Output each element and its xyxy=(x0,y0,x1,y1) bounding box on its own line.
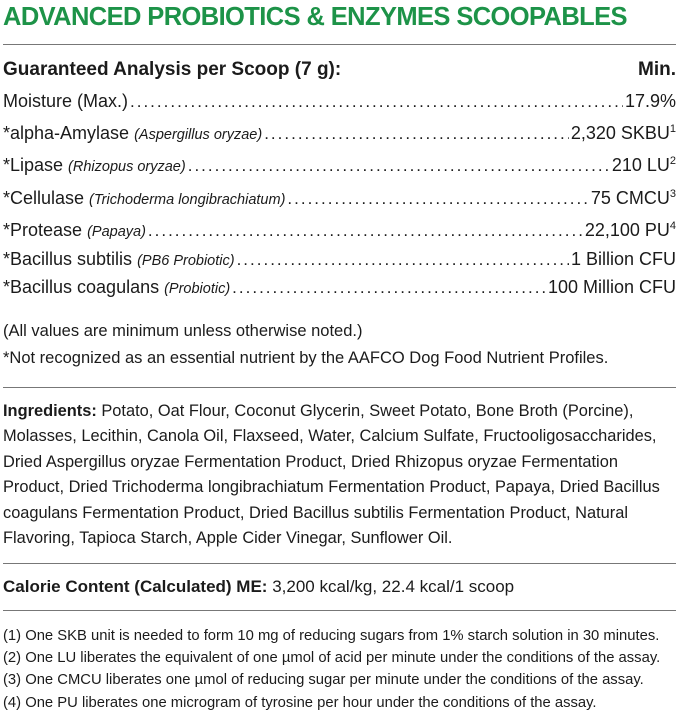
nutrient-value xyxy=(612,148,676,179)
nutrient-value xyxy=(548,274,676,301)
nutrient-label: *Bacillus subtilis xyxy=(3,249,132,269)
label-header xyxy=(3,2,676,32)
ingredients-label: Ingredients: xyxy=(3,402,97,420)
dot-leader xyxy=(188,152,610,180)
dot-leader xyxy=(287,185,588,213)
nutrient-name xyxy=(3,217,146,246)
title-divider xyxy=(3,44,676,45)
value-text: 2,320 SKBU xyxy=(571,123,670,143)
value-footnote-sup: 4 xyxy=(670,220,676,232)
nutrient-label: *Lipase xyxy=(3,155,63,175)
value-text: 17.9% xyxy=(625,91,676,111)
nutrient-name xyxy=(3,120,262,149)
value-text: 1 Billion CFU xyxy=(571,249,676,269)
nutrient-name xyxy=(3,274,230,303)
value-text: 210 LU xyxy=(612,155,670,175)
calorie-content-line xyxy=(3,577,676,597)
value-text: 100 Million CFU xyxy=(548,277,676,297)
dot-leader xyxy=(148,217,583,245)
value-footnote-sup: 2 xyxy=(670,155,676,167)
analysis-heading: Guaranteed Analysis per Scoop (7 g): xyxy=(3,59,341,81)
value-text: 75 CMCU xyxy=(591,188,670,208)
product-title: ADVANCED PROBIOTICS & ENZYMES SCOOPABLES xyxy=(3,2,676,32)
nutrient-value xyxy=(625,88,676,115)
nutrient-species: (Papaya) xyxy=(87,224,146,240)
nutrient-label: *Cellulase xyxy=(3,188,84,208)
guaranteed-analysis-section xyxy=(3,59,676,372)
nutrient-species: (Trichoderma longibrachiatum) xyxy=(89,192,285,208)
nutrient-label: *Bacillus coagulans xyxy=(3,277,159,297)
dot-leader xyxy=(264,120,569,148)
analysis-row-bacillus-subtilis xyxy=(3,246,676,275)
dot-leader xyxy=(237,246,569,274)
nutrient-name xyxy=(3,88,128,115)
analysis-rows xyxy=(3,88,676,303)
dot-leader xyxy=(130,88,623,116)
analysis-row-moisture xyxy=(3,88,676,116)
dot-leader xyxy=(232,274,546,302)
ingredients-text: Potato, Oat Flour, Coconut Glycerin, Sweet Potato, Bone Broth (Porcine), Molasses, Lecithin, Canola Oil, Flaxseed, Water, Calcium Sulfate, Fructooligosaccharides, Dried Aspergillus oryzae Fermentation Product, Dried Rhizopus oryzae Fermentation Product, Dried Trichoderma longibrachiatum Fermentation Product, Papaya, Dried Bacillus coagulans Fermentation Product, Dried Bacillus subtilis Fermentation Product, Natural Flavoring, Tapioca Starch, Apple Cider Vinegar, Sunflower Oil. xyxy=(3,402,660,548)
calorie-divider-bottom xyxy=(3,610,676,611)
nutrient-label: *alpha-Amylase xyxy=(3,123,129,143)
nutrient-name xyxy=(3,185,285,214)
value-footnote-sup: 1 xyxy=(670,123,676,135)
footnote-cmcu: (3) One CMCU liberates one µmol of reducing sugar per minute under the conditions of the assay. xyxy=(3,669,676,691)
analysis-row-lipase xyxy=(3,148,676,181)
calorie-value: 3,200 kcal/kg, 22.4 kcal/1 scoop xyxy=(267,577,514,596)
ingredients-divider xyxy=(3,387,676,388)
nutrient-species: (Aspergillus oryzae) xyxy=(134,127,262,143)
nutrient-species: (Rhizopus oryzae) xyxy=(68,159,186,175)
analysis-row-cellulase xyxy=(3,181,676,214)
min-column-label: Min. xyxy=(638,59,676,81)
calorie-divider-top xyxy=(3,563,676,564)
nutrient-value xyxy=(591,181,676,212)
analysis-header-row xyxy=(3,59,676,81)
nutrient-species: (Probiotic) xyxy=(164,281,230,297)
value-footnote-sup: 3 xyxy=(670,188,676,200)
footnote-pu: (4) One PU liberates one microgram of tyrosine per hour under the conditions of the assay. xyxy=(3,692,676,714)
nutrient-name xyxy=(3,246,235,275)
note-aafco: *Not recognized as an essential nutrient by the AAFCO Dog Food Nutrient Profiles. xyxy=(3,345,676,372)
analysis-row-alpha-amylase xyxy=(3,116,676,149)
footnote-skb: (1) One SKB unit is needed to form 10 mg of reducing sugars from 1% starch solution in 30 minutes. xyxy=(3,625,676,647)
nutrient-label: Moisture (Max.) xyxy=(3,91,128,111)
analysis-row-protease xyxy=(3,213,676,246)
nutrient-value xyxy=(585,213,676,244)
nutrient-species: (PB6 Probiotic) xyxy=(137,253,235,269)
footnotes-section xyxy=(3,625,676,714)
analysis-row-bacillus-coagulans xyxy=(3,274,676,303)
value-text: 22,100 PU xyxy=(585,220,670,240)
nutrient-value xyxy=(571,246,676,273)
calorie-label: Calorie Content (Calculated) ME: xyxy=(3,577,267,596)
analysis-notes xyxy=(3,318,676,372)
nutrient-label: *Protease xyxy=(3,220,82,240)
nutrient-value xyxy=(571,116,676,147)
nutrient-name xyxy=(3,152,186,181)
ingredients-paragraph xyxy=(3,399,676,552)
footnote-lu: (2) One LU liberates the equivalent of one µmol of acid per minute under the conditions of the assay. xyxy=(3,647,676,669)
note-minimum-values: (All values are minimum unless otherwise noted.) xyxy=(3,318,676,345)
